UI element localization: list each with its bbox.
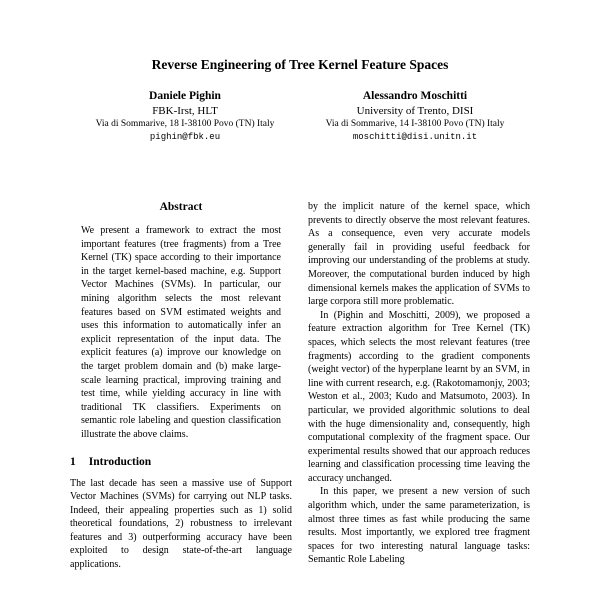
abstract-heading: Abstract bbox=[159, 201, 203, 213]
paper-title: Reverse Engineering of Tree Kernel Feature Spaces bbox=[151, 57, 449, 72]
abstract-text: We present a framework to extract the most important features (tree fragments) from a Tree Kernel (TK) space according to their importance in the target kernel-based machine, e.g. Support Vector Machines (SVMs). In particular, our mining algorithm selects the most relevant features based on SVM estimated weights and uses this information to automatically infer an explicit representation of the input data. The explicit features (a) improve our knowledge on the target problem domain and (b) make large-scale learning practical, improving training and test time, while yielding accuracy in line with traditional TK classifiers. Experiments on semantic role labeling and question classification illustrate the above claims. bbox=[81, 225, 281, 440]
right-paragraph-2: In (Pighin and Moschitti, 2009), we proposed a feature extraction algorithm for Tree Kernel (TK) spaces, which selects the most relevant features (tree fragments) according to the gradient components (weight vector) of the hyperplane learnt by an SVM, in line with current research, e.g. (Rakotomamonjy, 2003; Weston et al., 2003; Kudo and Matsumoto, 2003). In particular, we provided algorithmic solutions to deal with the huge dimensionality and, consequently, high computational complexity of the fragment space. Our experimental results showed that our approach reduces learning and classification processing time leaving the accuracy unchanged. bbox=[308, 309, 530, 484]
right-paragraph-3: In this paper, we present a new version of such algorithm which, under the same parameterization, is almost three times as fast while producing the same results. Most importantly, we explored tree fragment spaces for two interesting natural language tasks: Semantic Role Labeling bbox=[308, 486, 530, 566]
two-column-body bbox=[70, 200, 530, 572]
author-name: Daniele Pighin bbox=[149, 90, 221, 102]
author-address: Via di Sommarive, 14 I-38100 Povo (TN) Italy bbox=[325, 119, 505, 129]
author-block bbox=[70, 89, 530, 144]
section-title: Introduction bbox=[88, 455, 152, 468]
section-number: 1 bbox=[70, 455, 76, 468]
left-column bbox=[70, 200, 292, 572]
author-right bbox=[300, 89, 530, 144]
section-heading-introduction bbox=[70, 455, 292, 469]
intro-paragraph: The last decade has seen a massive use of Support Vector Machines (SVMs) for carrying out NLP tasks. Indeed, their appealing properties such as 1) solid theoretical foundations, 2) robustness to irrelevant features and 3) outperforming accuracy have been exploited to design state-of-the-art language applications. bbox=[70, 477, 292, 571]
author-affiliation: FBK-Irst, HLT bbox=[152, 105, 218, 117]
author-email: moschitti@disi.unitn.it bbox=[352, 132, 478, 142]
author-email: pighin@fbk.eu bbox=[149, 132, 221, 142]
author-left bbox=[70, 89, 300, 144]
right-column bbox=[308, 200, 530, 572]
right-paragraph-1: by the implicit nature of the kernel space, which prevents to directly observe the most relevant features. As a consequence, even very accurate models generally fail in providing useful feedback for improving our understanding of the problems at study. Moreover, the computational burden induced by high dimensional kernels makes the application of SVMs to large corpora still more problematic. bbox=[308, 201, 530, 308]
author-name: Alessandro Moschitti bbox=[362, 90, 468, 102]
author-affiliation: University of Trento, DISI bbox=[356, 105, 474, 117]
author-address: Via di Sommarive, 18 I-38100 Povo (TN) Italy bbox=[95, 119, 275, 129]
